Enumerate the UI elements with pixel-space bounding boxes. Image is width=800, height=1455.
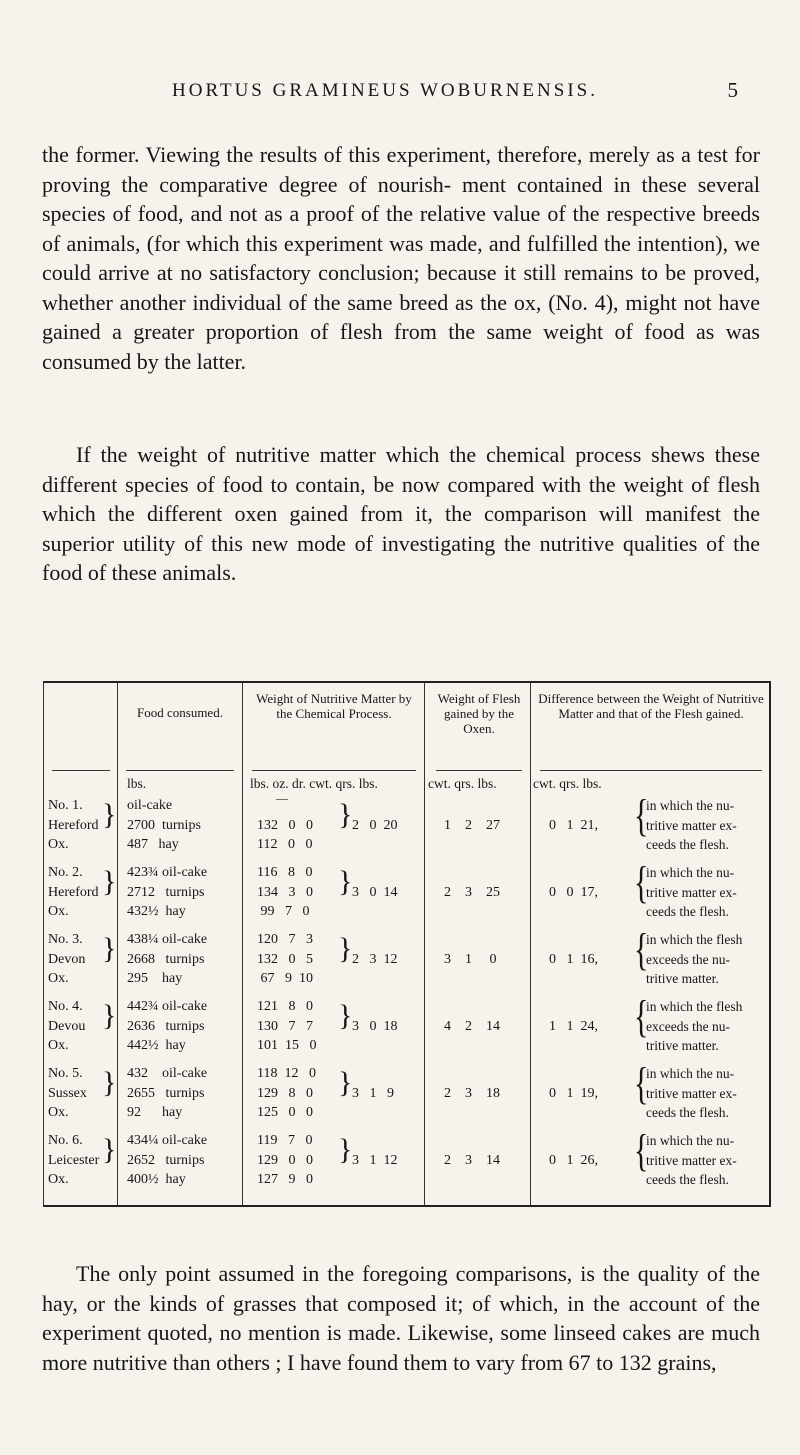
nutritive-brace: } bbox=[338, 865, 353, 898]
nutritive-brace: } bbox=[338, 1066, 353, 1099]
ox-label: Leicester bbox=[48, 1152, 100, 1168]
difference-note: in which the nu- bbox=[646, 1066, 735, 1081]
difference-note: tritive matter ex- bbox=[646, 1152, 737, 1168]
difference-note: in which the nu- bbox=[646, 798, 735, 813]
page-header bbox=[0, 80, 800, 120]
table-row bbox=[44, 1126, 769, 1198]
food-line: 400½ hay bbox=[127, 1172, 186, 1187]
page-number: 5 bbox=[727, 78, 738, 102]
ox-label: Hereford bbox=[48, 817, 99, 833]
difference-value: 0 1 21, bbox=[549, 817, 598, 833]
nutritive-brace: } bbox=[338, 999, 353, 1032]
unit-difference: cwt. qrs. lbs. bbox=[533, 776, 602, 791]
nutritive-line: 120 7 3 bbox=[257, 932, 313, 947]
difference-value: 0 1 16, bbox=[549, 951, 598, 967]
header-nutritive: Weight of Nutritive Matter by the Chemical Process. bbox=[256, 691, 412, 721]
nutritive-line: 125 0 0 bbox=[257, 1105, 313, 1120]
difference-note: tritive matter ex- bbox=[646, 817, 737, 833]
header-rule bbox=[252, 770, 416, 771]
header-flesh: Weight of Flesh gained by the Oxen. bbox=[437, 691, 521, 736]
ox-brace: } bbox=[102, 932, 117, 965]
ox-label: Ox. bbox=[48, 1038, 69, 1053]
table-row bbox=[44, 858, 769, 930]
ox-label: No. 2. bbox=[48, 865, 83, 880]
flesh-gained: 2 3 18 bbox=[444, 1085, 500, 1101]
food-line: 442½ hay bbox=[127, 1038, 186, 1053]
ox-label: Ox. bbox=[48, 1172, 69, 1187]
nutritive-line: 116 8 0 bbox=[257, 865, 313, 880]
nutritive-line: 99 7 0 bbox=[257, 904, 310, 919]
ox-label: Hereford bbox=[48, 884, 99, 900]
ox-label: Ox. bbox=[48, 1105, 69, 1120]
difference-note: exceeds the nu- bbox=[646, 1018, 730, 1034]
flesh-gained: 3 1 0 bbox=[444, 951, 497, 967]
food-line: 2636 turnips bbox=[127, 1018, 205, 1034]
unit-flesh: cwt. qrs. lbs. bbox=[428, 776, 497, 791]
food-line: 423¾ oil-cake bbox=[127, 865, 208, 880]
difference-brace: { bbox=[634, 1059, 649, 1109]
difference-brace: { bbox=[634, 992, 649, 1042]
difference-note: tritive matter ex- bbox=[646, 884, 737, 900]
first-row-dash: — bbox=[276, 791, 288, 805]
food-line: 92 hay bbox=[127, 1105, 183, 1120]
nutritive-line: 129 8 0 bbox=[257, 1085, 313, 1101]
nutritive-line: 132 0 5 bbox=[257, 951, 313, 967]
table-row bbox=[44, 925, 769, 997]
difference-note: tritive matter ex- bbox=[646, 1085, 737, 1101]
paragraph-3: The only point assumed in the foregoing comparisons, is the quality of the hay, or the kinds of grasses that composed it; of which, in the account of the experiment quoted, no mention is made. Likewise, some linseed cakes are much more nutritive than others ; I have found them to vary from 67 to 132 grains, bbox=[42, 1261, 760, 1375]
difference-value: 1 1 24, bbox=[549, 1018, 598, 1034]
food-line: 2712 turnips bbox=[127, 884, 205, 900]
ox-label: Ox. bbox=[48, 904, 69, 919]
difference-note: tritive matter. bbox=[646, 971, 719, 986]
paragraph-1: the former. Viewing the results of this experiment, therefore, merely as a test for proving the comparative degree of nourish- ment contained in these several species of food, and not as a proof of the relative value of the respective breeds of animals, (for which this experiment was made, and fulfilled the intention), we could arrive at no satisfactory conclusion; because it still remains to be proved, whether another individual of the same breed as the ox, (No. 4), might not have gained a greater proportion of flesh from the same weight of food as was consumed by the latter. bbox=[42, 142, 760, 374]
difference-note: ceeds the flesh. bbox=[646, 1172, 729, 1187]
flesh-gained: 1 2 27 bbox=[444, 817, 500, 833]
unit-food: lbs. bbox=[127, 776, 147, 791]
nutritive-brace: } bbox=[338, 1133, 353, 1166]
header-rule bbox=[436, 770, 522, 771]
ox-label: Sussex bbox=[48, 1085, 87, 1101]
difference-note: in which the flesh bbox=[646, 932, 743, 947]
difference-note: in which the nu- bbox=[646, 865, 735, 880]
unit-nutritive: lbs. oz. dr. cwt. qrs. lbs. bbox=[250, 776, 378, 791]
ox-label: No. 4. bbox=[48, 999, 83, 1014]
nutritive-total: 3 0 14 bbox=[352, 884, 398, 900]
food-line: 2668 turnips bbox=[127, 951, 205, 967]
nutritive-line: 101 15 0 bbox=[257, 1038, 317, 1053]
difference-note: ceeds the flesh. bbox=[646, 904, 729, 919]
ox-brace: } bbox=[102, 1066, 117, 1099]
difference-note: exceeds the nu- bbox=[646, 951, 730, 967]
difference-note: tritive matter. bbox=[646, 1038, 719, 1053]
ox-label: No. 3. bbox=[48, 932, 83, 947]
table-row bbox=[44, 1059, 769, 1131]
difference-brace: { bbox=[634, 791, 649, 841]
food-line: 442¾ oil-cake bbox=[127, 999, 208, 1014]
difference-value: 0 1 19, bbox=[549, 1085, 598, 1101]
food-line: 432½ hay bbox=[127, 904, 186, 919]
nutritive-total: 2 3 12 bbox=[352, 951, 398, 967]
difference-brace: { bbox=[634, 858, 649, 908]
ox-brace: } bbox=[102, 1133, 117, 1166]
nutritive-line: 134 3 0 bbox=[257, 884, 313, 900]
nutritive-line: 119 7 0 bbox=[257, 1133, 313, 1148]
ox-brace: } bbox=[102, 999, 117, 1032]
difference-note: ceeds the flesh. bbox=[646, 1105, 729, 1120]
nutritive-line: 67 9 10 bbox=[257, 971, 313, 986]
food-line: 2655 turnips bbox=[127, 1085, 205, 1101]
nutritive-line: 127 9 0 bbox=[257, 1172, 313, 1187]
running-title: HORTUS GRAMINEUS WOBURNENSIS. bbox=[172, 80, 598, 101]
food-line: oil-cake bbox=[127, 798, 173, 813]
header-rule bbox=[126, 770, 234, 771]
paragraph-2: If the weight of nutritive matter which the chemical process shews these different species of food to contain, be now compared with the weight of flesh which the different oxen gained from it, the comparison will manifest the superior utility of this new mode of investigating the nutritive qualities of the food of these animals. bbox=[42, 442, 760, 585]
header-food: Food consumed. bbox=[137, 705, 223, 720]
food-line: 2700 turnips bbox=[127, 817, 201, 833]
difference-brace: { bbox=[634, 925, 649, 975]
difference-note: in which the flesh bbox=[646, 999, 743, 1014]
difference-note: in which the nu- bbox=[646, 1133, 735, 1148]
flesh-gained: 4 2 14 bbox=[444, 1018, 500, 1034]
difference-note: ceeds the flesh. bbox=[646, 837, 729, 852]
nutritive-total: 3 0 18 bbox=[352, 1018, 398, 1034]
ox-label: No. 1. bbox=[48, 798, 83, 813]
nutritive-line: 130 7 7 bbox=[257, 1018, 313, 1034]
nutritive-total: 2 0 20 bbox=[352, 817, 398, 833]
ox-label: No. 5. bbox=[48, 1066, 83, 1081]
nutritive-line: 132 0 0 bbox=[257, 817, 313, 833]
food-line: 434¼ oil-cake bbox=[127, 1133, 208, 1148]
food-line: 2652 turnips bbox=[127, 1152, 205, 1168]
difference-value: 0 0 17, bbox=[549, 884, 598, 900]
nutritive-brace: } bbox=[338, 798, 353, 831]
header-rule bbox=[52, 770, 110, 771]
nutritive-total: 3 1 9 bbox=[352, 1085, 394, 1101]
results-table bbox=[43, 681, 771, 1207]
nutritive-line: 112 0 0 bbox=[257, 837, 313, 852]
header-rule bbox=[540, 770, 762, 771]
difference-value: 0 1 26, bbox=[549, 1152, 598, 1168]
food-line: 487 hay bbox=[127, 837, 179, 852]
food-line: 295 hay bbox=[127, 971, 183, 986]
nutritive-line: 118 12 0 bbox=[257, 1066, 316, 1081]
ox-brace: } bbox=[102, 865, 117, 898]
nutritive-line: 121 8 0 bbox=[257, 999, 313, 1014]
ox-label: Ox. bbox=[48, 971, 69, 986]
ox-label: Devou bbox=[48, 1018, 86, 1034]
nutritive-total: 3 1 12 bbox=[352, 1152, 398, 1168]
food-line: 438¼ oil-cake bbox=[127, 932, 208, 947]
ox-label: No. 6. bbox=[48, 1133, 83, 1148]
nutritive-brace: } bbox=[338, 932, 353, 965]
flesh-gained: 2 3 25 bbox=[444, 884, 500, 900]
ox-brace: } bbox=[102, 798, 117, 831]
table-row bbox=[44, 791, 769, 863]
nutritive-line: 129 0 0 bbox=[257, 1152, 313, 1168]
flesh-gained: 2 3 14 bbox=[444, 1152, 500, 1168]
difference-brace: { bbox=[634, 1126, 649, 1176]
ox-label: Ox. bbox=[48, 837, 69, 852]
food-line: 432 oil-cake bbox=[127, 1066, 208, 1081]
table-row bbox=[44, 992, 769, 1064]
ox-label: Devon bbox=[48, 951, 86, 967]
header-difference: Difference between the Weight of Nutritive Matter and that of the Flesh gained. bbox=[538, 691, 764, 721]
